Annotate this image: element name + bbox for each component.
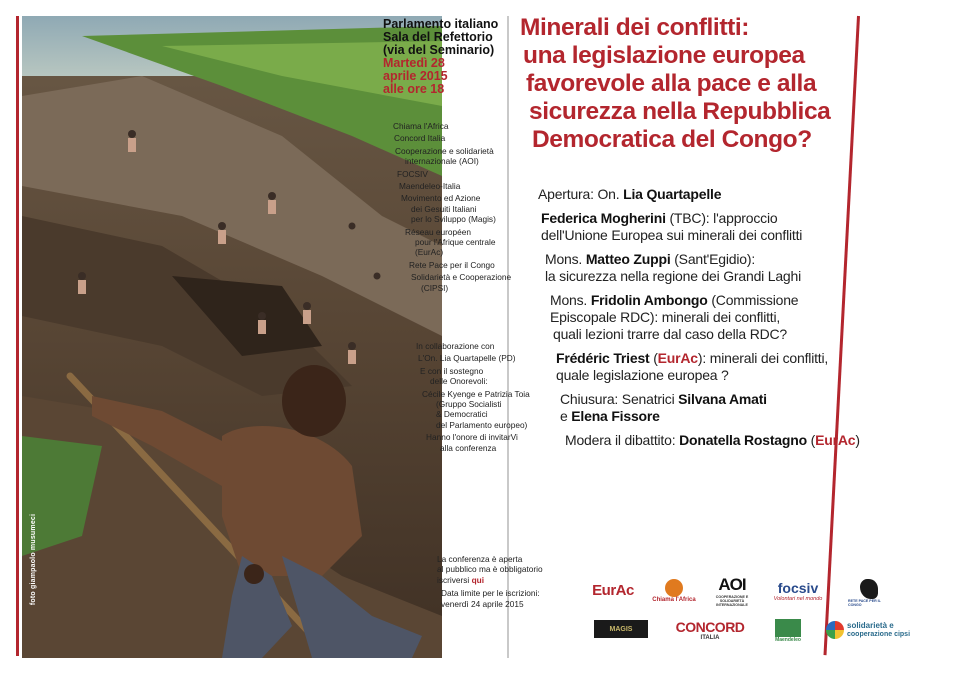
rete-pace-congo-logo: RETE PACE PER IL CONGO (848, 574, 890, 612)
hero-photo (22, 16, 442, 658)
maendeleo-icon (775, 619, 801, 637)
organizer-item: Maendeleo-Italia (399, 181, 461, 192)
collab-meps: Cécile Kyenge e Patrizia Toia (Gruppo Socialisti & Democratici del Parlamento europeo) (422, 388, 530, 430)
maendeleo-logo: Maendeleo (770, 616, 806, 646)
program-list (538, 186, 898, 456)
venue-line: Sala del Refettorio (383, 30, 493, 44)
concord-logo: CONCORD ITALIA (675, 619, 745, 641)
collaboration-block (416, 341, 546, 455)
program-item: Federica Mogherini (TBC): l'approccio dell'Unione Europea sui minerali dei conflitti (541, 210, 803, 243)
registration-link[interactable]: qui (471, 574, 485, 585)
organizer-item: Movimento ed Azione dei Gesuiti Italiani per lo Sviluppo (Magis) (401, 193, 496, 225)
venue-line: (via del Seminario) (383, 43, 495, 57)
collab-intro: In collaborazione con (416, 341, 495, 351)
eurac-logo: EurAc (592, 581, 634, 599)
magis-logo: MAGIS (594, 620, 648, 638)
program-item: Modera il dibattito: Donatella Rostagno (EurAc) (565, 432, 860, 448)
program-item: Mons. Fridolin Ambongo (Commissione Episcopale RDC): minerali dei conflitti, quali lezioni trarre dal caso della RDC? (550, 292, 799, 342)
organizer-item: Solidarietà e Cooperazione (CIPSI) (411, 272, 512, 293)
organizer-item: Cooperazione e solidarietà internazionale (AOI) (395, 145, 494, 167)
cipsi-icon (826, 621, 844, 639)
venue-line: Parlamento italiano (383, 17, 499, 31)
mine-scene-illustration (22, 16, 442, 658)
event-details (383, 18, 508, 96)
organizer-item: Chiama l'Africa (393, 121, 449, 131)
program-item: Apertura: On. Lia Quartapelle (538, 186, 722, 202)
date-line: alle ore 18 (383, 82, 445, 96)
cipsi-logo: solidarietà e cooperazione cipsi (826, 616, 912, 644)
focsiv-logo: focsiv Volontari nel mondo (773, 580, 823, 602)
chiama-africa-icon (665, 579, 683, 597)
program-item: Chiusura: Senatrici Silvana Amati e Elena Fissore (560, 391, 767, 424)
registration-info: La conferenza è aperta al pubblico ma è obbligatorio iscriversi qui Data limite per le iscrizioni: venerdì 24 aprile 2015 (437, 554, 543, 609)
conference-title: Minerali dei conflitti: una legislazione europea favorevole alla pace e alla sicurezza nella Repubblica Democratica del Congo? (520, 14, 831, 153)
program-item: Mons. Matteo Zuppi (Sant'Egidio): la sicurezza nella regione dei Grandi Laghi (545, 251, 802, 284)
program-item: Frédéric Triest (EurAc): minerali dei conflitti, quale legislazione europea ? (556, 350, 829, 383)
collab-support: E con il sostegno delle Onorevoli: (420, 365, 488, 387)
collab-invite: Hanno l'onore di invitarVi alla conferenza (426, 432, 518, 453)
photo-credit: foto giampaolo musumeci (30, 513, 38, 606)
collab-mp: L'On. Lia Quartapelle (PD) (418, 353, 516, 364)
organizer-item: FOCSIV (397, 168, 428, 179)
organizer-item: Concord Italia (394, 133, 446, 144)
africa-map-icon (860, 579, 878, 599)
chiama-africa-logo: Chiama l'Africa (650, 574, 698, 608)
date-line: aprile 2015 (383, 69, 448, 83)
date-line: Martedì 28 (383, 56, 445, 70)
aoi-logo: AOI COOPERAZIONE E SOLIDARIETÀ INTERNAZIONALE (715, 575, 749, 607)
organizer-item: Rete Pace per il Congo (409, 259, 495, 270)
organizer-list (393, 121, 523, 295)
organizer-item: Réseau européen pour l'Afrique centrale (EurAc) (405, 226, 496, 258)
frame-left-line (16, 16, 19, 656)
